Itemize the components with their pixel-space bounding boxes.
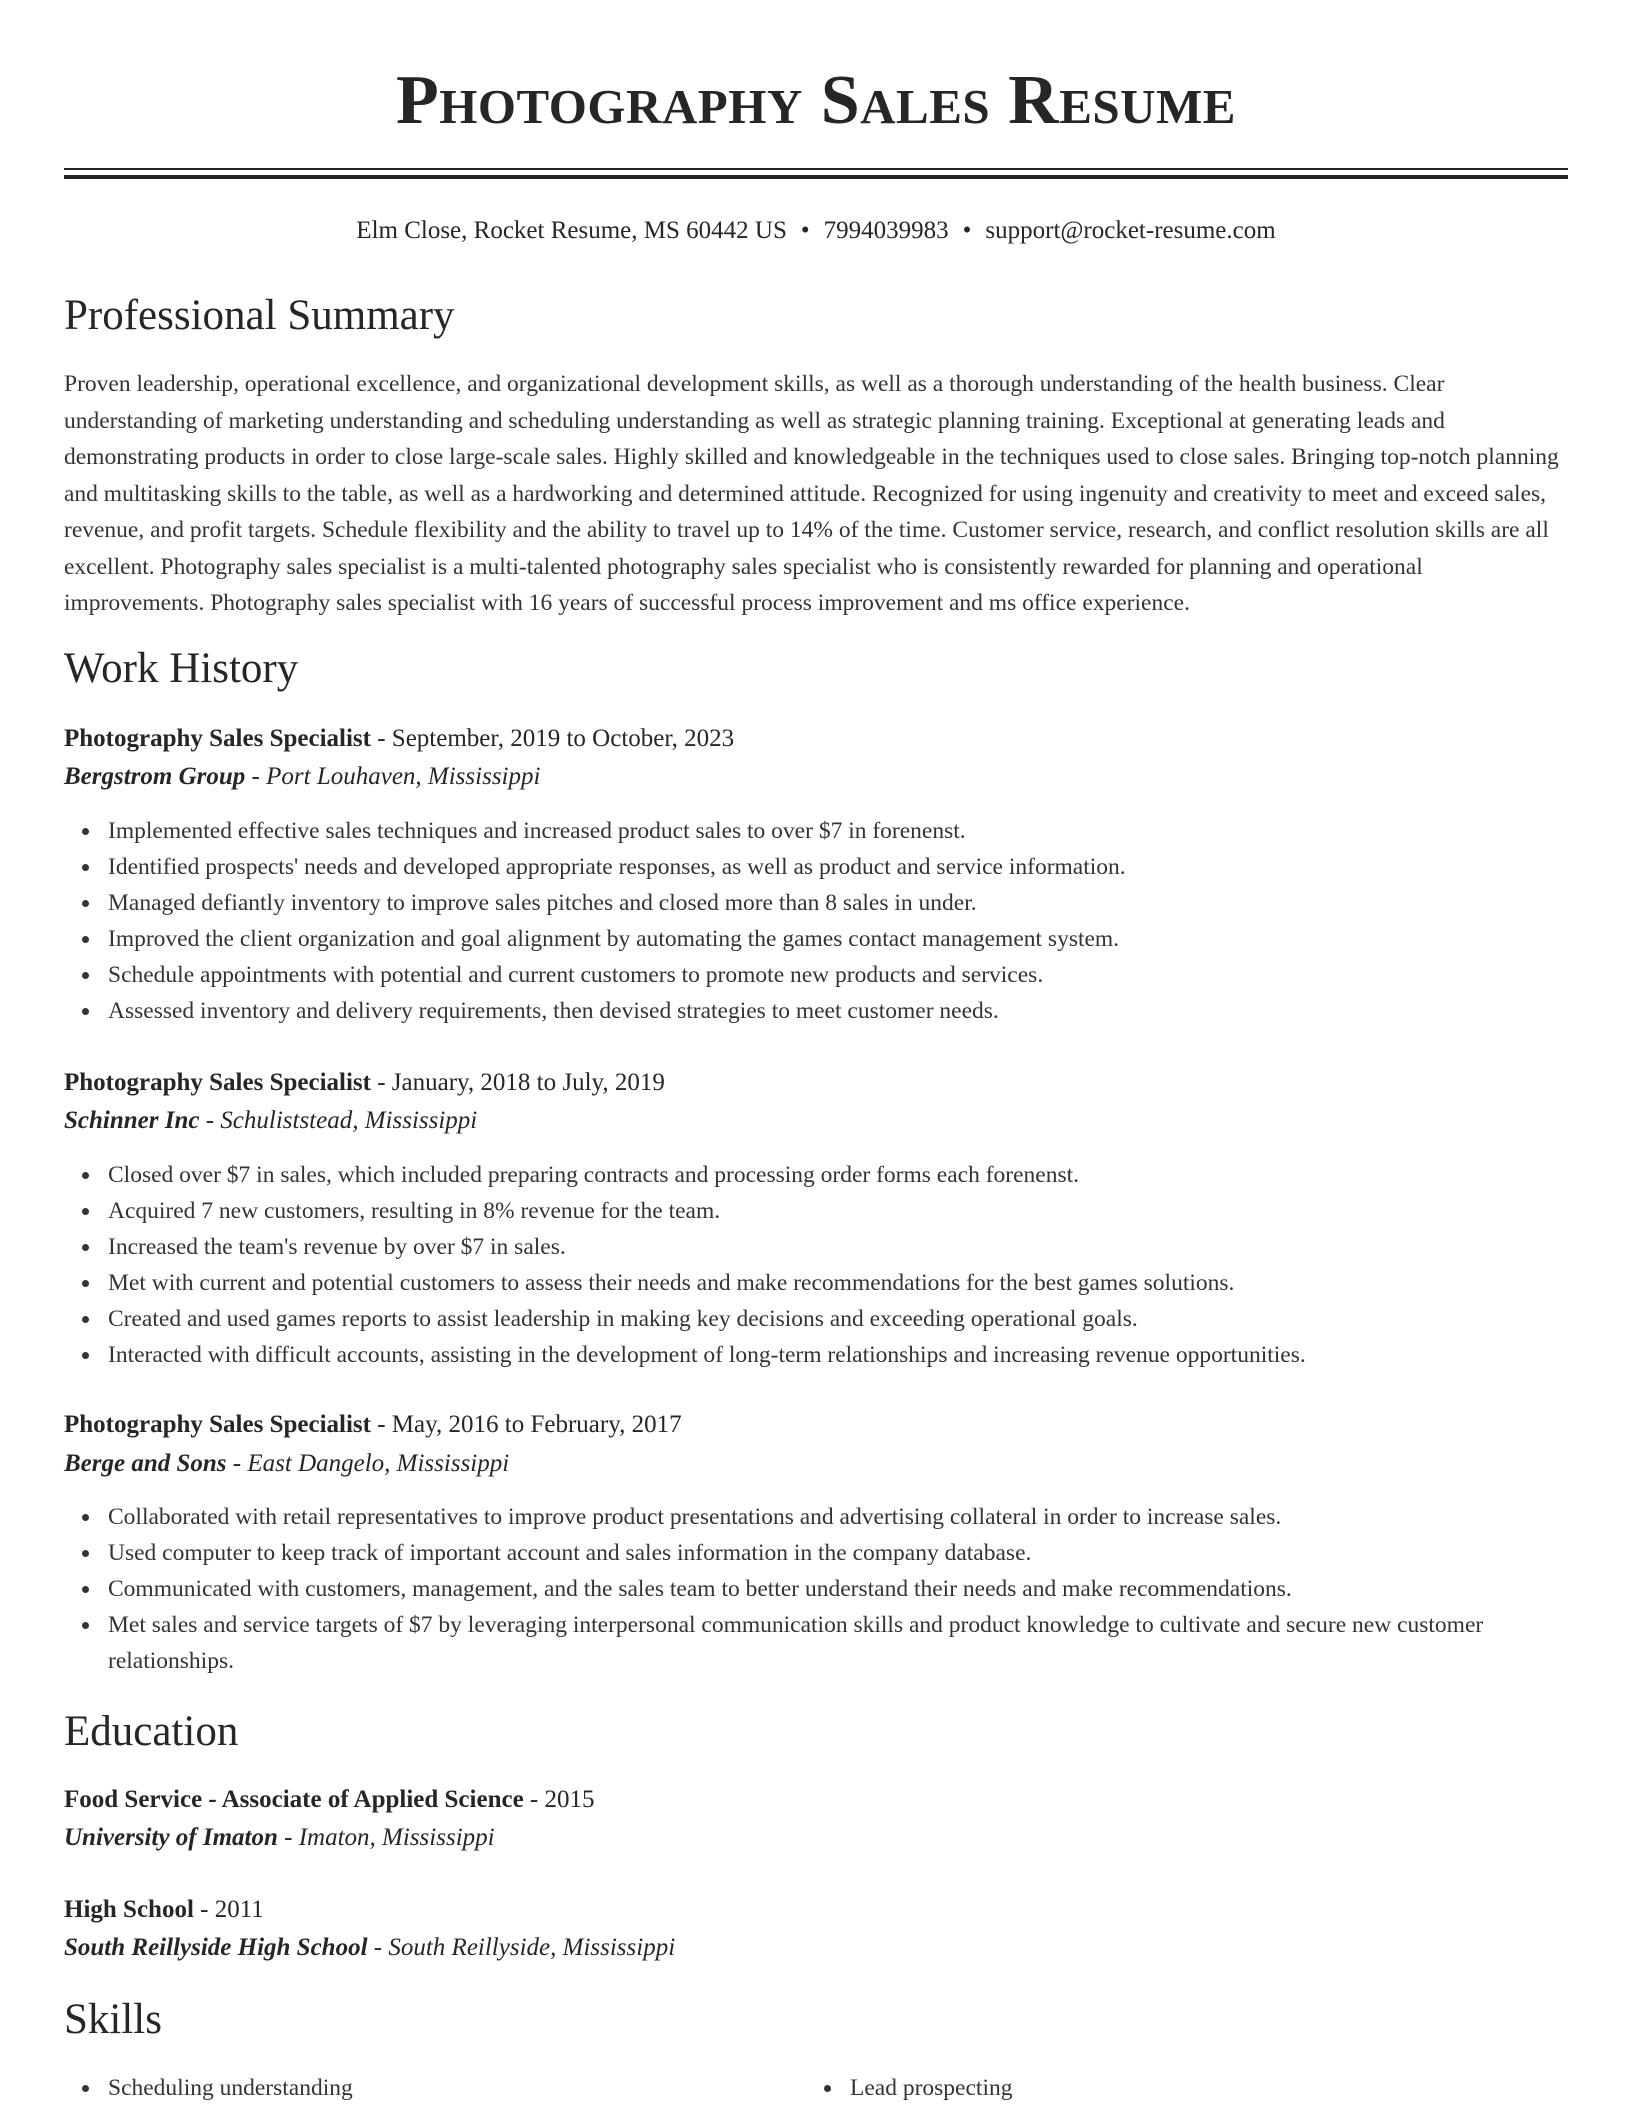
list-item: Collaborated with retail representatives to improve product presentations and advertising collateral in order to increase sales. (108, 1499, 1568, 1535)
education-degree: Food Service - Associate of Applied Science (64, 1786, 524, 1813)
job-bullet-list (64, 1157, 1568, 1373)
job-bullet-list (64, 1499, 1568, 1679)
list-item: Increased the team's revenue by over $7 in sales. (108, 1229, 1568, 1265)
education-degree: High School (64, 1896, 194, 1923)
job-title-line (64, 1066, 1568, 1100)
job-company-line (64, 1104, 1568, 1138)
contact-address: Elm Close, Rocket Resume, MS 60442 US (356, 217, 787, 244)
job-company: Bergstrom Group (64, 763, 246, 790)
contact-email: support@rocket-resume.com (985, 217, 1276, 244)
job-title-line (64, 722, 1568, 756)
list-item: Managed defiantly inventory to improve sales pitches and closed more than 8 sales in under. (108, 885, 1568, 921)
job-company-line (64, 1447, 1568, 1481)
list-item: Assessed inventory and delivery requirements, then devised strategies to meet customer needs. (108, 993, 1568, 1029)
skills-list-left (64, 2070, 808, 2106)
section-heading-education: Education (64, 1708, 239, 1755)
job-company-line (64, 760, 1568, 794)
title-divider-thick (64, 175, 1568, 179)
education-school-line (64, 1931, 1568, 1965)
education-year: - 2011 (193, 1896, 264, 1923)
job-location: - Port Louhaven, Mississippi (245, 763, 541, 790)
contact-line (0, 214, 1632, 248)
contact-separator: • (962, 217, 972, 244)
section-heading-work-history: Work History (64, 645, 299, 692)
job-company: Schinner Inc (64, 1107, 200, 1134)
list-item: Interacted with difficult accounts, assisting in the development of long-term relationships and increasing revenue opportunities. (108, 1337, 1568, 1373)
skills-list-right (806, 2070, 1550, 2106)
skill-item: Scheduling understanding (108, 2070, 808, 2106)
list-item: Created and used games reports to assist leadership in making key decisions and exceeding operational goals. (108, 1301, 1568, 1337)
list-item: Schedule appointments with potential and current customers to promote new products and services. (108, 957, 1568, 993)
list-item: Met sales and service targets of $7 by leveraging interpersonal communication skills and product knowledge to cultivate and secure new customer relationships. (108, 1607, 1568, 1679)
skill-item: Lead prospecting (850, 2070, 1550, 2106)
job-title: Photography Sales Specialist (64, 725, 371, 752)
resume-title: Photography Sales Resume (396, 62, 1236, 139)
list-item: Used computer to keep track of important account and sales information in the company database. (108, 1535, 1568, 1571)
education-degree-line (64, 1893, 1568, 1927)
job-bullet-list (64, 813, 1568, 1029)
education-year: - 2015 (523, 1786, 595, 1813)
section-heading-skills: Skills (64, 1996, 162, 2043)
job-title: Photography Sales Specialist (64, 1411, 371, 1438)
contact-phone: 7994039983 (823, 217, 949, 244)
education-school-line (64, 1821, 1568, 1855)
list-item: Improved the client organization and goal alignment by automating the games contact management system. (108, 921, 1568, 957)
education-location: - South Reillyside, Mississippi (367, 1934, 676, 1961)
education-school: University of Imaton (64, 1824, 278, 1851)
education-location: - Imaton, Mississippi (277, 1824, 495, 1851)
list-item: Identified prospects' needs and developed appropriate responses, as well as product and service information. (108, 849, 1568, 885)
job-dates: - September, 2019 to October, 2023 (370, 725, 735, 752)
job-location: - Schuliststead, Mississippi (199, 1107, 478, 1134)
list-item: Communicated with customers, management, and the sales team to better understand their needs and make recommendations. (108, 1571, 1568, 1607)
job-dates: - January, 2018 to July, 2019 (370, 1069, 665, 1096)
job-dates: - May, 2016 to February, 2017 (370, 1411, 682, 1438)
job-title: Photography Sales Specialist (64, 1069, 371, 1096)
section-heading-summary: Professional Summary (64, 292, 455, 339)
list-item: Met with current and potential customers to assess their needs and make recommendations for the best games solutions. (108, 1265, 1568, 1301)
summary-text: Proven leadership, operational excellence, and organizational development skills, as well as a thorough understanding of the health business. Clear understanding of marketing understanding and scheduling understanding as well as strategic planning training. Exceptional at generating leads and demonstrating products in order to close large-scale sales. Highly skilled and knowledgeable in the techniques used to close sales. Bringing top-notch planning and multitasking skills to the table, as well as a hardworking and determined attitude. Recognized for using ingenuity and creativity to meet and exceed sales, revenue, and profit targets. Schedule flexibility and the ability to travel up to 14% of the time. Customer service, research, and conflict resolution skills are all excellent. Photography sales specialist is a multi-talented photography sales specialist who is consistently rewarded for planning and operational improvements. Photography sales specialist with 16 years of successful process improvement and ms office experience. (64, 371, 1559, 616)
job-company: Berge and Sons (64, 1450, 227, 1477)
title-divider-thin (64, 168, 1568, 170)
list-item: Implemented effective sales techniques and increased product sales to over $7 in forenenst. (108, 813, 1568, 849)
list-item: Closed over $7 in sales, which included preparing contracts and processing order forms each forenenst. (108, 1157, 1568, 1193)
job-title-line (64, 1408, 1568, 1442)
education-degree-line (64, 1783, 1568, 1817)
education-school: South Reillyside High School (64, 1934, 368, 1961)
list-item: Acquired 7 new customers, resulting in 8% revenue for the team. (108, 1193, 1568, 1229)
job-location: - East Dangelo, Mississippi (226, 1450, 510, 1477)
contact-separator: • (800, 217, 810, 244)
